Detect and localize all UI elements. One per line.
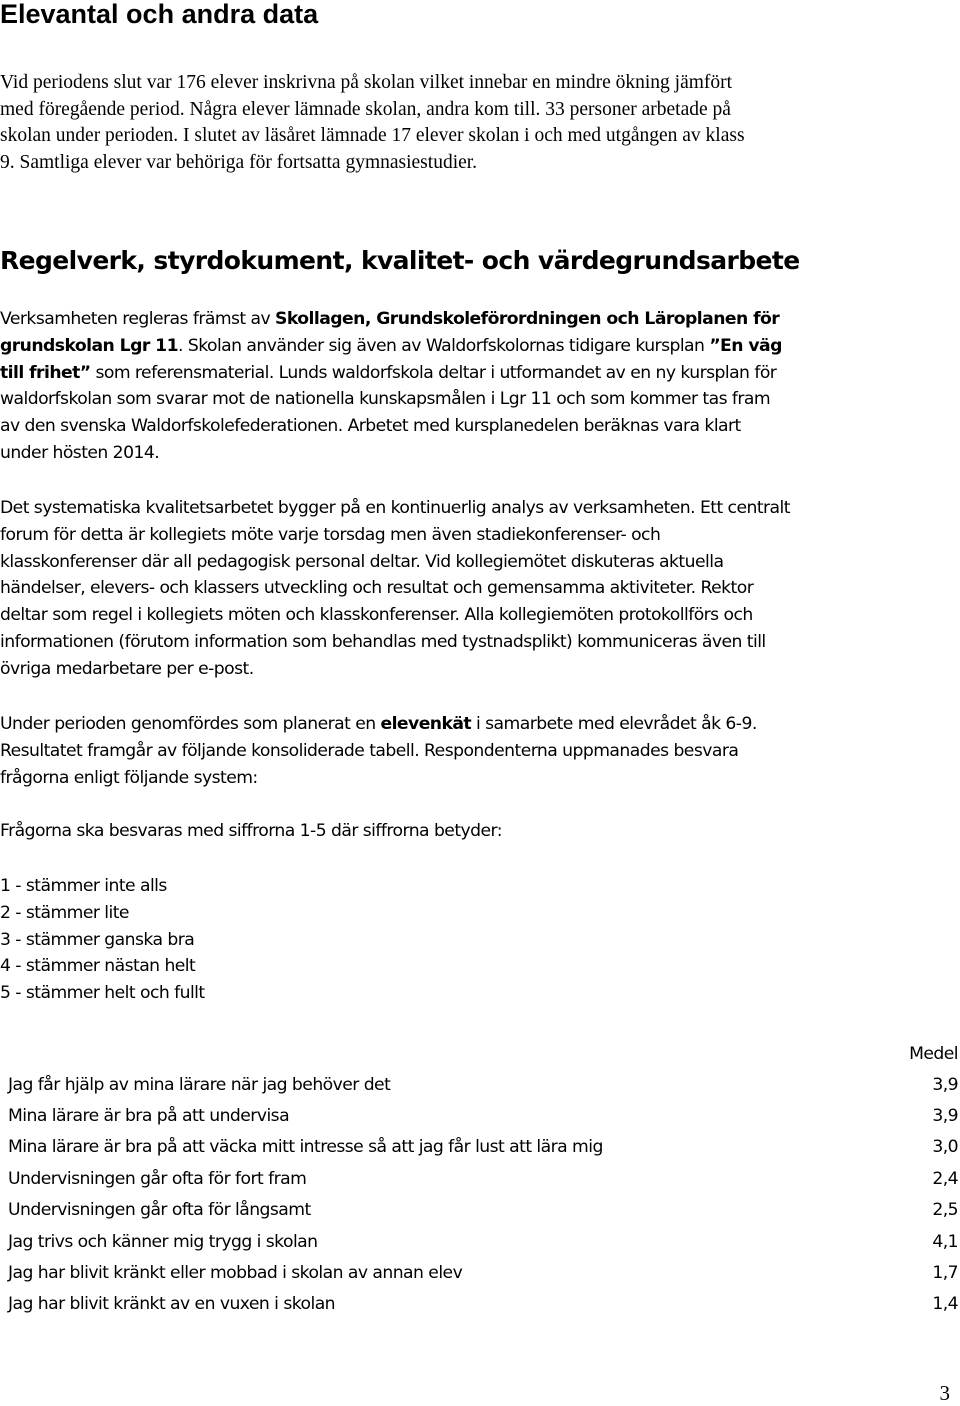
page-number: 3 [939, 1381, 950, 1405]
scale-item: 2 - stämmer lite [0, 902, 129, 923]
regelverk-paragraph [0, 306, 960, 467]
scale-item: 3 - stämmer ganska bra [0, 929, 195, 950]
paragraph-line: skolan under perioden. I slutet av läsåret lämnade 17 elever skolan i och med utgången av klass [0, 125, 745, 147]
bold-text: ”En väg [709, 335, 782, 356]
table-header-row [0, 1039, 958, 1069]
mean-cell: 3,9 [932, 1106, 958, 1127]
question-cell: Jag får hjälp av mina lärare när jag behöver det [8, 1074, 391, 1095]
scale-item: 5 - stämmer helt och fullt [0, 983, 205, 1004]
text-run: . Skolan använder sig även av Waldorfskolornas tidigare kursplan [178, 335, 710, 356]
column-header-medel: Medel [909, 1044, 958, 1064]
bold-text: elevenkät [380, 714, 472, 734]
bold-text: till frihet” [0, 362, 91, 383]
mean-cell: 4,1 [932, 1231, 958, 1252]
question-cell: Undervisningen går ofta för fort fram [8, 1168, 307, 1189]
question-cell: Jag trivs och känner mig trygg i skolan [8, 1231, 318, 1252]
scale-item: 4 - stämmer nästan helt [0, 956, 196, 977]
question-cell: Undervisningen går ofta för långsamt [8, 1200, 311, 1221]
table-row [0, 1132, 958, 1163]
paragraph-line: waldorfskolan som svarar mot de nationella kunskapsmålen i Lgr 11 och som kommer tas fram [0, 389, 771, 410]
paragraph-line: med föregående period. Några elever lämnade skolan, andra kom till. 33 personer arbetade på [0, 98, 731, 120]
paragraph-line: Vid periodens slut var 176 elever inskrivna på skolan vilket innebar en mindre ökning jämfört [0, 72, 733, 93]
paragraph-line [0, 711, 960, 738]
kvalitet-paragraph [0, 495, 960, 683]
question-cell: Jag har blivit kränkt av en vuxen i skolan [8, 1294, 336, 1315]
survey-results-table [0, 1039, 958, 1320]
paragraph-line: frågorna enligt följande system: [0, 767, 258, 788]
text-run: Verksamheten regleras främst av [0, 309, 276, 329]
question-cell: Mina lärare är bra på att väcka mitt intresse så att jag får lust att lära mig [8, 1137, 603, 1158]
heading-regelverk: Regelverk, styrdokument, kvalitet- och värdegrundsarbete [0, 246, 800, 275]
bold-text: Skollagen, Grundskoleförordningen och Läroplanen för [275, 309, 780, 329]
paragraph-line: forum för detta är kollegiets möte varje torsdag men även stadiekonferenser- och [0, 524, 661, 545]
table-row [0, 1257, 958, 1288]
paragraph-line [0, 306, 960, 333]
paragraph-line: klasskonferenser där all pedagogisk personal deltar. Vid kollegiemötet diskuteras aktuella [0, 551, 724, 572]
paragraph-line: deltar som regel i kollegiets möten och klasskonferenser. Alla kollegiemöten protokollförs och [0, 605, 753, 626]
table-row [0, 1100, 958, 1131]
paragraph-line: 9. Samtliga elever var behöriga för fortsatta gymnasiestudier. [0, 152, 478, 174]
scale-list [0, 873, 960, 1007]
heading-elevantal: Elevantal och andra data [0, 0, 319, 29]
bold-text: grundskolan Lgr 11 [0, 335, 179, 356]
paragraph-line: under hösten 2014. [0, 442, 160, 463]
intro-paragraph [0, 70, 958, 177]
paragraph-line: Frågorna ska besvaras med siffrorna 1-5 där siffrorna betyder: [0, 821, 502, 841]
table-row [0, 1069, 958, 1100]
paragraph-line [0, 360, 960, 387]
question-cell: Jag har blivit kränkt eller mobbad i skolan av annan elev [8, 1263, 463, 1284]
text-run: i samarbete med elevrådet åk 6-9. [471, 714, 757, 734]
elevenkat-paragraph [0, 711, 960, 791]
mean-cell: 2,4 [932, 1168, 958, 1189]
table-row [0, 1163, 958, 1194]
mean-cell: 2,5 [932, 1200, 958, 1221]
mean-cell: 1,4 [932, 1294, 958, 1315]
question-cell: Mina lärare är bra på att undervisa [8, 1106, 290, 1127]
paragraph-line: av den svenska Waldorfskolefederationen. Arbetet med kursplanedelen beräknas vara klart [0, 416, 741, 437]
scale-intro-paragraph [0, 818, 960, 845]
paragraph-line: Resultatet framgår av följande konsoliderade tabell. Respondenterna uppmanades besvara [0, 740, 739, 761]
mean-cell: 1,7 [932, 1263, 958, 1284]
text-run: som referensmaterial. Lunds waldorfskola deltar i utformandet av en ny kursplan för [90, 362, 777, 383]
paragraph-line: händelser, elevers- och klassers utveckling och resultat och gemensamma aktiviteter. Rektor [0, 578, 754, 599]
scale-item: 1 - stämmer inte alls [0, 876, 167, 896]
text-run: Under perioden genomfördes som planerat en [0, 714, 381, 734]
table-header-empty [0, 1039, 838, 1069]
paragraph-line: informationen (förutom information som behandlas med tystnadsplikt) kommuniceras även till [0, 631, 766, 652]
table-row [0, 1195, 958, 1226]
paragraph-line: övriga medarbetare per e-post. [0, 658, 254, 679]
mean-cell: 3,9 [932, 1074, 958, 1095]
paragraph-line: Det systematiska kvalitetsarbetet bygger på en kontinuerlig analys av verksamheten. Ett centralt [0, 498, 790, 518]
mean-cell: 3,0 [932, 1137, 958, 1158]
paragraph-line [0, 333, 960, 360]
table-row [0, 1226, 958, 1257]
table-row [0, 1289, 958, 1320]
